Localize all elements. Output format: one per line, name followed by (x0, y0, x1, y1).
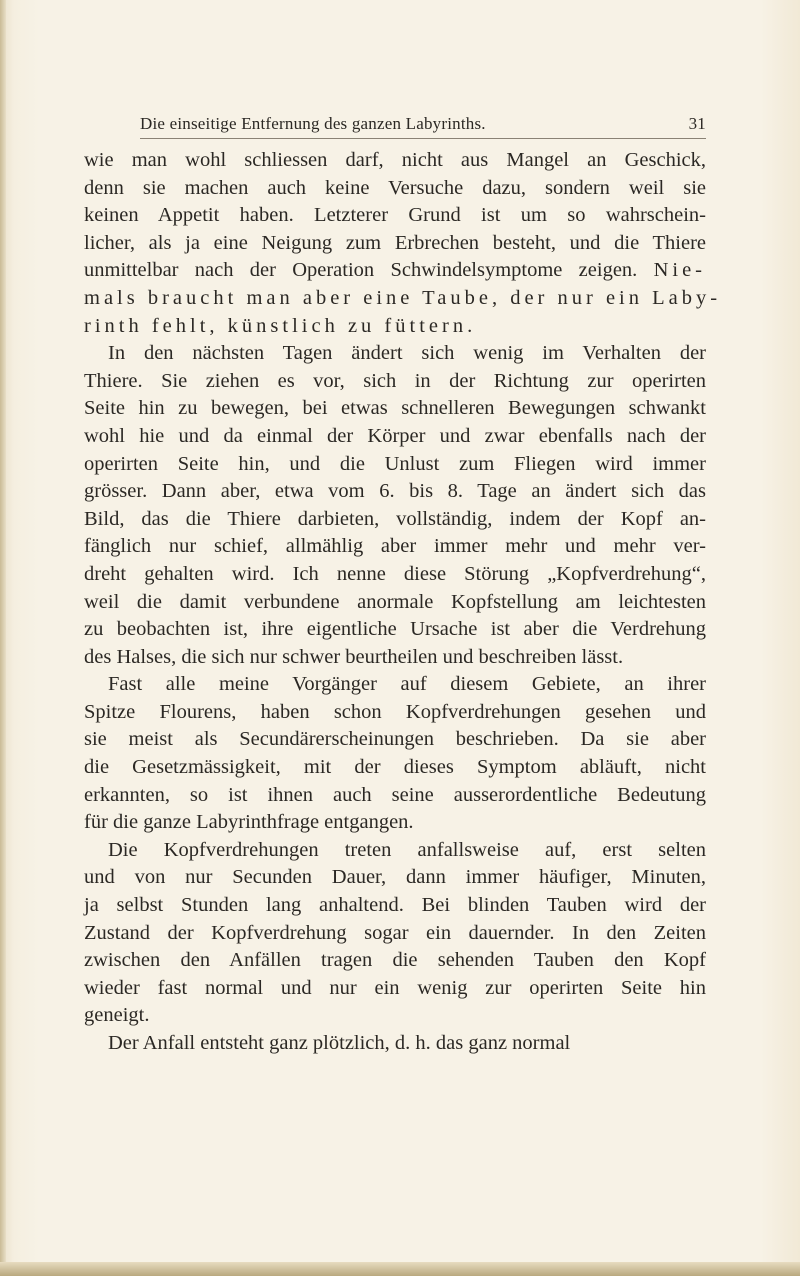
text-line: grösser. Dann aber, etwa vom 6. bis 8. Tage an ändert sich das (84, 480, 706, 503)
text-line: wieder fast normal und nur ein wenig zur operirten Seite hin (84, 976, 706, 999)
text-line: dreht gehalten wird. Ich nenne diese Störung „Kopfverdrehung“, (84, 562, 706, 585)
text-line: wie man wohl schliessen darf, nicht aus Mangel an Geschick, (84, 149, 706, 171)
text-line: Der Anfall entsteht ganz plötzlich, d. h. das ganz normal (108, 1032, 571, 1054)
text-line: erkannten, so ist ihnen auch seine ausserordentliche Bedeutung (84, 783, 706, 806)
text-line: fänglich nur schief, allmählig aber immer mehr und mehr ver- (84, 535, 706, 558)
text-line: Seite hin zu bewegen, bei etwas schnelleren Bewegungen schwankt (84, 397, 706, 420)
text-line: zu beobachten ist, ihre eigentliche Ursache ist aber die Verdrehung (84, 618, 706, 641)
text-line: wohl hie und da einmal der Körper und zwar ebenfalls nach der (84, 424, 706, 447)
text-line: Spitze Flourens, haben schon Kopfverdrehungen gesehen und (84, 700, 706, 723)
text-line: In den nächsten Tagen ändert sich wenig im Verhalten der (108, 342, 706, 365)
text-line: ja selbst Stunden lang anhaltend. Bei blinden Tauben wird der (84, 894, 706, 917)
text-line: sie meist als Secundärerscheinungen beschrieben. Da sie aber (84, 728, 706, 751)
text-line: rinth fehlt, künstlich zu füttern. (84, 314, 477, 337)
text-line: und von nur Secunden Dauer, dann immer häufiger, Minuten, (84, 866, 706, 889)
text-line: des Halses, die sich nur schwer beurtheilen und beschreiben lässt. (84, 645, 624, 668)
page-bottom-edge (0, 1262, 800, 1276)
text-line: keinen Appetit haben. Letzterer Grund ist um so wahrschein- (84, 204, 706, 227)
spaced-emphasis: Nie- (653, 259, 706, 282)
body-text (84, 147, 722, 1058)
text-line: licher, als ja eine Neigung zum Erbrechen besteht, und die Thiere (84, 231, 706, 254)
running-head (140, 112, 706, 139)
text-line: für die ganze Labyrinthfrage entgangen. (84, 811, 414, 834)
text-line: Bild, das die Thiere darbieten, vollständig, indem der Kopf an- (84, 507, 706, 530)
text-line: geneigt. (84, 1004, 150, 1027)
text-line: weil die damit verbundene anormale Kopfstellung am leichtesten (84, 590, 706, 613)
text-line: unmittelbar nach der Operation Schwindelsymptome zeigen. Nie- (84, 259, 706, 282)
text-line: die Gesetzmässigkeit, mit der dieses Symptom abläuft, nicht (84, 756, 706, 779)
page-gutter-shadow (0, 0, 6, 1276)
running-head-title: Die einseitige Entfernung des ganzen Labyrinths. (140, 114, 486, 133)
text-line: denn sie machen auch keine Versuche dazu, sondern weil sie (84, 176, 706, 199)
text-line: Die Kopfverdrehungen treten anfallsweise auf, erst selten (108, 838, 706, 861)
text-line: Zustand der Kopfverdrehung sogar ein dauernder. In den Zeiten (84, 921, 706, 944)
text-line: zwischen den Anfällen tragen die sehenden Tauben den Kopf (84, 949, 706, 972)
text-line: Fast alle meine Vorgänger auf diesem Gebiete, an ihrer (108, 673, 706, 696)
text-line: operirten Seite hin, und die Unlust zum Fliegen wird immer (84, 452, 706, 475)
text-line: Thiere. Sie ziehen es vor, sich in der Richtung zur operirten (84, 369, 706, 392)
page-number: 31 (688, 114, 706, 133)
text-line: mals braucht man aber eine Taube, der nur ein Laby- (84, 286, 722, 309)
